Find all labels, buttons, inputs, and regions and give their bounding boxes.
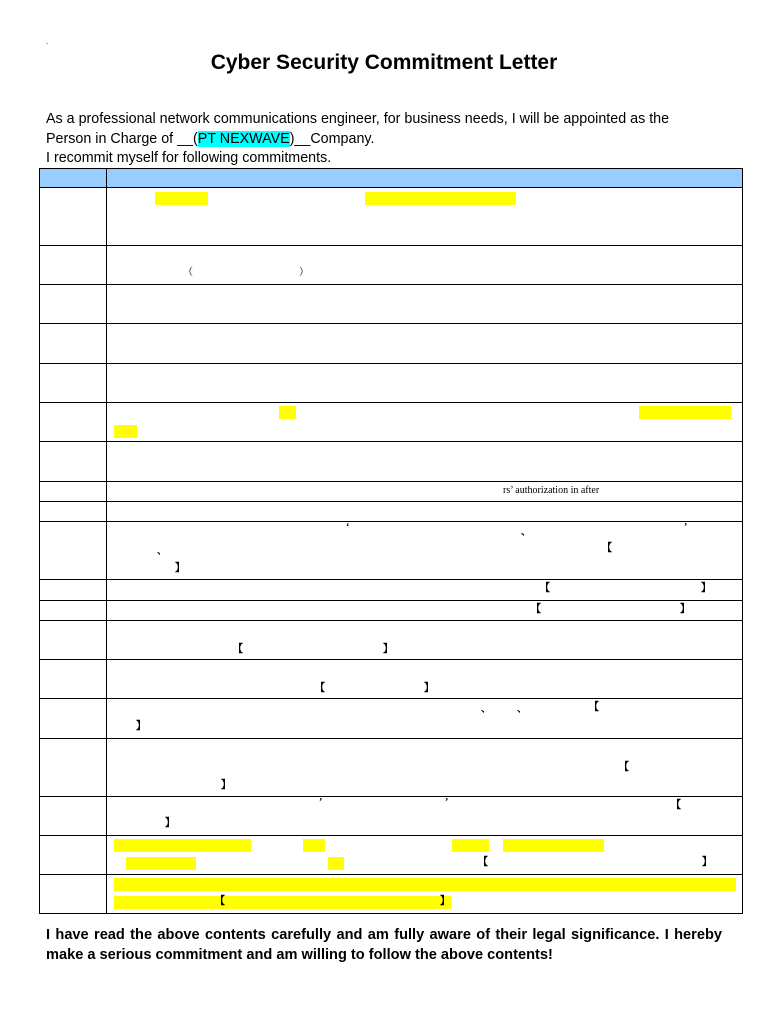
row-content-cell <box>107 285 743 324</box>
row-content-cell <box>107 601 743 621</box>
bracket-close-mark: 】 <box>175 563 185 574</box>
enumeration-mark: 、 <box>157 546 167 557</box>
highlight-mark <box>279 406 296 419</box>
row-content-cell <box>107 739 743 797</box>
row-number-cell <box>40 601 107 621</box>
bracket-open-mark: 【 <box>478 857 488 868</box>
highlight-mark <box>114 878 736 891</box>
row-content-cell <box>107 324 743 364</box>
bracket-close-mark: 】 <box>165 818 175 829</box>
row-number-cell <box>40 324 107 364</box>
bracket-close-mark: 】 <box>680 604 690 615</box>
row-number-cell <box>40 188 107 246</box>
page-title: Cyber Security Commitment Letter <box>210 51 558 74</box>
table-row <box>40 580 743 601</box>
row-number-cell <box>40 660 107 699</box>
table-row <box>40 502 743 522</box>
table-row <box>40 285 743 324</box>
highlight-mark <box>114 839 251 852</box>
bracket-close-mark: 】 <box>221 780 231 791</box>
table-row <box>40 601 743 621</box>
row-number-cell <box>40 797 107 836</box>
comma-mark: ’ <box>319 797 323 808</box>
table-row <box>40 188 743 246</box>
row-number-cell <box>40 836 107 875</box>
comma-mark: ’ <box>445 797 449 808</box>
row-content-cell <box>107 875 743 914</box>
row-number-cell <box>40 699 107 739</box>
quote-mark: ‘ <box>346 522 350 533</box>
intro-line-2-start: Person in Charge of __( <box>46 130 198 147</box>
highlight-mark <box>114 896 451 909</box>
row-content-cell <box>107 502 743 522</box>
bracket-open-mark: 【 <box>540 583 550 594</box>
enumeration-mark: 、 <box>517 704 527 715</box>
table-row <box>40 660 743 699</box>
row-content-cell <box>107 246 743 285</box>
bracket-close-mark: 】 <box>702 857 712 868</box>
row-content-cell <box>107 797 743 836</box>
highlight-mark <box>365 192 516 205</box>
row-content-cell <box>107 660 743 699</box>
bracket-open-mark: 【 <box>619 762 629 773</box>
bracket-open-mark: 【 <box>315 683 325 694</box>
row-number-cell <box>40 246 107 285</box>
bracket-close-mark: 】 <box>136 721 146 732</box>
row-content-cell <box>107 403 743 442</box>
row-number-cell <box>40 403 107 442</box>
table-row <box>40 482 743 502</box>
bracket-close-mark: 】 <box>424 683 434 694</box>
row-content-cell <box>107 699 743 739</box>
table-row <box>40 699 743 739</box>
highlight-mark <box>503 839 604 852</box>
commitment-table <box>39 168 743 914</box>
row-content-cell <box>107 580 743 601</box>
highlight-mark <box>639 406 731 419</box>
paren-open-mark: （ <box>183 267 193 278</box>
intro-line-2-end: )__Company. <box>289 130 375 147</box>
table-row <box>40 797 743 836</box>
row-text-fragment: rs’ authorization in after <box>503 485 600 496</box>
bracket-open-mark: 【 <box>215 896 225 907</box>
table-row <box>40 522 743 580</box>
intro-line-1: As a professional network communications engineer, for business needs, I will be appointed as the <box>46 111 670 127</box>
table-row <box>40 836 743 875</box>
bracket-close-mark: 】 <box>383 644 393 655</box>
row-number-cell <box>40 502 107 522</box>
highlight-mark <box>328 857 344 870</box>
paren-close-mark: ） <box>299 267 309 278</box>
table-row <box>40 442 743 482</box>
bracket-open-mark: 【 <box>589 702 599 713</box>
row-content-cell <box>107 364 743 403</box>
page-dot: . <box>46 37 49 46</box>
closing-statement: I have read the above contents carefully and am fully aware of their legal significance. I hereby make a serious commitment and am willing to follow the above contents! <box>46 927 722 963</box>
comma-mark: ’ <box>684 522 688 533</box>
row-content-cell <box>107 442 743 482</box>
row-content-cell <box>107 522 743 580</box>
row-content-cell <box>107 836 743 875</box>
intro-line-3: I recommit myself for following commitments. <box>46 150 332 166</box>
intro-paragraph <box>46 110 736 169</box>
row-number-cell <box>40 875 107 914</box>
company-name: PT NEXWAVE <box>197 130 290 147</box>
highlight-mark <box>303 839 325 852</box>
enumeration-mark: 、 <box>481 704 491 715</box>
bracket-close-mark: 】 <box>701 583 711 594</box>
table-row <box>40 621 743 660</box>
bracket-close-mark: 】 <box>440 896 450 907</box>
row-number-cell <box>40 580 107 601</box>
row-content-cell <box>107 621 743 660</box>
enumeration-mark: 、 <box>521 527 531 538</box>
table-row <box>40 875 743 914</box>
row-content-cell <box>107 188 743 246</box>
table-row <box>40 364 743 403</box>
row-number-cell <box>40 522 107 580</box>
table-header-row <box>40 169 743 188</box>
highlight-mark <box>126 857 196 870</box>
highlight-mark <box>114 425 137 438</box>
bracket-open-mark: 【 <box>671 800 681 811</box>
row-number-cell <box>40 442 107 482</box>
table-row <box>40 739 743 797</box>
highlight-mark <box>452 839 489 852</box>
bracket-open-mark: 【 <box>602 543 612 554</box>
intro-line-2 <box>46 130 736 150</box>
bracket-open-mark: 【 <box>531 604 541 615</box>
table-row <box>40 324 743 364</box>
highlight-mark <box>155 192 208 205</box>
row-number-cell <box>40 364 107 403</box>
table-row <box>40 246 743 285</box>
header-cell-number <box>40 169 107 188</box>
row-number-cell <box>40 285 107 324</box>
row-number-cell <box>40 621 107 660</box>
row-content-cell <box>107 482 743 502</box>
header-cell-content <box>107 169 743 188</box>
row-number-cell <box>40 739 107 797</box>
row-number-cell <box>40 482 107 502</box>
table-row <box>40 403 743 442</box>
bracket-open-mark: 【 <box>233 644 243 655</box>
